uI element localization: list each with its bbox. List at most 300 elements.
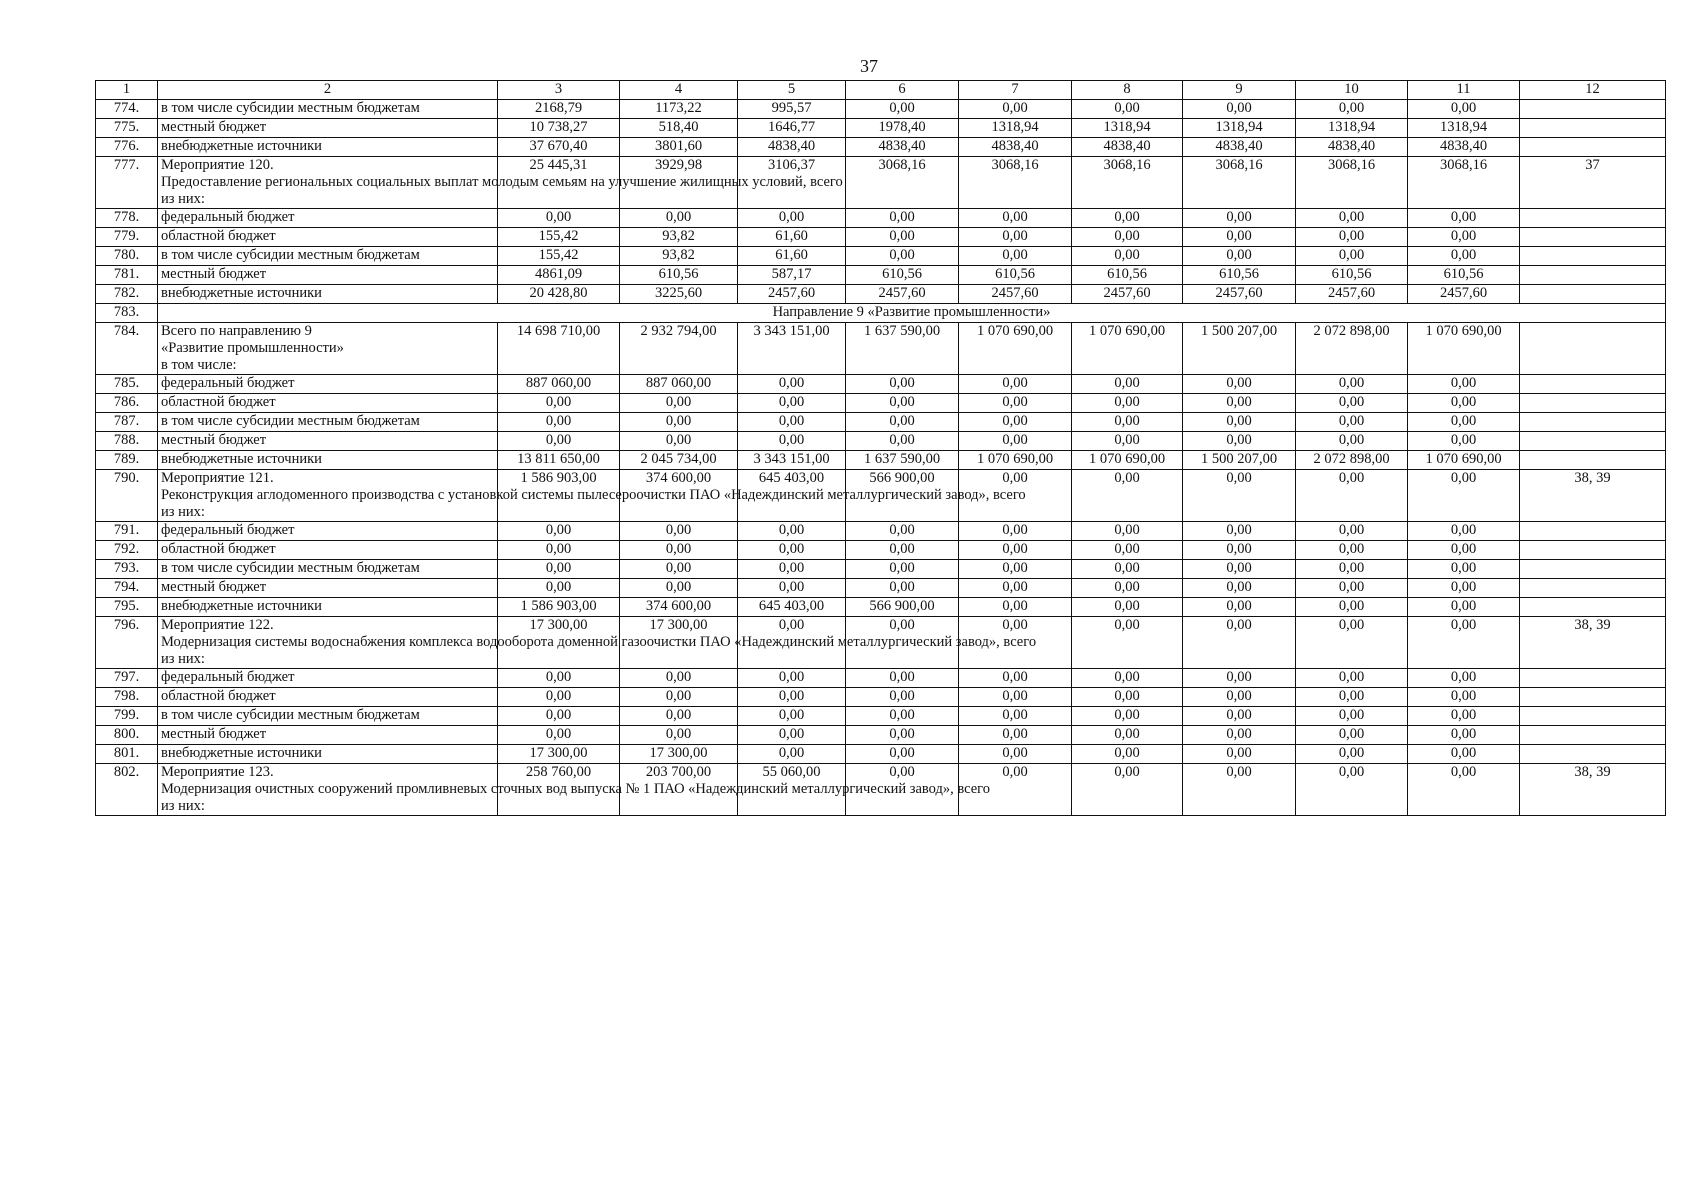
value-cell: 3068,16 bbox=[1072, 157, 1183, 209]
value-cell: 0,00 bbox=[1072, 432, 1183, 451]
indicator-ref-cell bbox=[1520, 266, 1666, 285]
row-label-line: Мероприятие 121. bbox=[161, 470, 274, 486]
table-row bbox=[96, 726, 1666, 745]
value-cell: 3068,16 bbox=[1296, 157, 1408, 209]
value-cell: 2457,60 bbox=[1072, 285, 1183, 304]
value-cell: 0,00 bbox=[959, 726, 1072, 745]
value-cell: 0,00 bbox=[738, 726, 846, 745]
value-cell: 0,00 bbox=[1072, 413, 1183, 432]
column-header: 7 bbox=[959, 81, 1072, 100]
value-cell: 0,00 bbox=[1072, 247, 1183, 266]
value-cell: 887 060,00 bbox=[620, 375, 738, 394]
column-header: 10 bbox=[1296, 81, 1408, 100]
indicator-ref-cell bbox=[1520, 394, 1666, 413]
value-cell: 0,00 bbox=[1296, 100, 1408, 119]
value-cell: 0,00 bbox=[498, 541, 620, 560]
value-cell: 2457,60 bbox=[1183, 285, 1296, 304]
value-cell: 0,00 bbox=[1296, 707, 1408, 726]
row-number: 782. bbox=[96, 285, 158, 304]
value-cell: 0,00 bbox=[1408, 228, 1520, 247]
value-cell: 4838,40 bbox=[846, 138, 959, 157]
row-label-line: в том числе субсидии местным бюджетам bbox=[161, 413, 420, 429]
table-row bbox=[96, 470, 1666, 522]
value-cell: 0,00 bbox=[1183, 209, 1296, 228]
value-cell: 2457,60 bbox=[959, 285, 1072, 304]
value-cell: 887 060,00 bbox=[498, 375, 620, 394]
value-cell: 1 070 690,00 bbox=[1072, 323, 1183, 375]
indicator-ref-cell bbox=[1520, 707, 1666, 726]
value-cell: 0,00 bbox=[738, 394, 846, 413]
value-cell: 0,00 bbox=[1183, 394, 1296, 413]
value-cell: 203 700,00 bbox=[620, 764, 738, 816]
value-cell: 37 670,40 bbox=[498, 138, 620, 157]
row-label-line: в том числе: bbox=[161, 357, 237, 373]
value-cell: 0,00 bbox=[959, 669, 1072, 688]
row-label-line: Модернизация очистных сооружений промливневых сточных вод выпуска № 1 ПАО «Надеждинский металлургический завод», всего bbox=[161, 781, 991, 797]
value-cell: 0,00 bbox=[1183, 726, 1296, 745]
value-cell: 0,00 bbox=[1408, 688, 1520, 707]
row-label-line: федеральный бюджет bbox=[161, 669, 295, 685]
value-cell: 610,56 bbox=[620, 266, 738, 285]
indicator-ref-cell: 38, 39 bbox=[1520, 470, 1666, 522]
value-cell: 0,00 bbox=[1072, 541, 1183, 560]
value-cell: 0,00 bbox=[846, 726, 959, 745]
value-cell: 0,00 bbox=[846, 432, 959, 451]
table-row bbox=[96, 209, 1666, 228]
value-cell: 610,56 bbox=[959, 266, 1072, 285]
value-cell: 518,40 bbox=[620, 119, 738, 138]
value-cell: 0,00 bbox=[1296, 375, 1408, 394]
indicator-ref-cell: 37 bbox=[1520, 157, 1666, 209]
value-cell: 0,00 bbox=[1072, 764, 1183, 816]
row-number: 787. bbox=[96, 413, 158, 432]
value-cell: 0,00 bbox=[959, 432, 1072, 451]
value-cell: 0,00 bbox=[738, 579, 846, 598]
value-cell: 0,00 bbox=[1408, 247, 1520, 266]
row-number: 801. bbox=[96, 745, 158, 764]
row-number: 776. bbox=[96, 138, 158, 157]
value-cell: 0,00 bbox=[959, 209, 1072, 228]
row-number: 783. bbox=[96, 304, 158, 323]
value-cell: 1 586 903,00 bbox=[498, 598, 620, 617]
value-cell: 0,00 bbox=[498, 560, 620, 579]
column-header-row bbox=[96, 81, 1666, 100]
value-cell: 61,60 bbox=[738, 228, 846, 247]
value-cell: 0,00 bbox=[846, 707, 959, 726]
value-cell: 0,00 bbox=[959, 541, 1072, 560]
value-cell: 0,00 bbox=[1408, 617, 1520, 669]
value-cell: 1 500 207,00 bbox=[1183, 323, 1296, 375]
row-label bbox=[158, 579, 498, 598]
row-label-line: в том числе субсидии местным бюджетам bbox=[161, 707, 420, 723]
indicator-ref-cell bbox=[1520, 432, 1666, 451]
table-row bbox=[96, 432, 1666, 451]
column-header: 5 bbox=[738, 81, 846, 100]
value-cell: 0,00 bbox=[1408, 669, 1520, 688]
row-label-line: местный бюджет bbox=[161, 432, 267, 448]
value-cell: 0,00 bbox=[1183, 432, 1296, 451]
value-cell: 0,00 bbox=[1072, 598, 1183, 617]
value-cell: 0,00 bbox=[1408, 560, 1520, 579]
value-cell: 0,00 bbox=[846, 669, 959, 688]
row-label-line: внебюджетные источники bbox=[161, 745, 322, 761]
row-label bbox=[158, 375, 498, 394]
value-cell: 0,00 bbox=[1072, 375, 1183, 394]
row-label bbox=[158, 138, 498, 157]
indicator-ref-cell bbox=[1520, 138, 1666, 157]
row-label bbox=[158, 119, 498, 138]
row-label-line: Модернизация системы водоснабжения комплекса водооборота доменной газоочистки ПАО «Надеждинский металлургический завод», всего bbox=[161, 634, 1037, 650]
row-label bbox=[158, 247, 498, 266]
table-row bbox=[96, 247, 1666, 266]
value-cell: 0,00 bbox=[620, 726, 738, 745]
value-cell: 4838,40 bbox=[959, 138, 1072, 157]
table-row bbox=[96, 707, 1666, 726]
value-cell: 0,00 bbox=[1072, 100, 1183, 119]
row-number: 789. bbox=[96, 451, 158, 470]
value-cell: 0,00 bbox=[959, 560, 1072, 579]
value-cell: 0,00 bbox=[498, 209, 620, 228]
value-cell: 0,00 bbox=[1408, 579, 1520, 598]
table-row bbox=[96, 598, 1666, 617]
value-cell: 3225,60 bbox=[620, 285, 738, 304]
value-cell: 4838,40 bbox=[1183, 138, 1296, 157]
row-label-line: областной бюджет bbox=[161, 228, 276, 244]
value-cell: 0,00 bbox=[738, 209, 846, 228]
value-cell: 0,00 bbox=[1296, 726, 1408, 745]
value-cell: 0,00 bbox=[498, 688, 620, 707]
row-label-line: в том числе субсидии местным бюджетам bbox=[161, 100, 420, 116]
indicator-ref-cell: 38, 39 bbox=[1520, 617, 1666, 669]
value-cell: 0,00 bbox=[1183, 247, 1296, 266]
value-cell: 0,00 bbox=[959, 413, 1072, 432]
value-cell: 0,00 bbox=[738, 522, 846, 541]
table-row bbox=[96, 323, 1666, 375]
value-cell: 0,00 bbox=[1296, 209, 1408, 228]
value-cell: 0,00 bbox=[1408, 209, 1520, 228]
row-label-line: областной бюджет bbox=[161, 541, 276, 557]
value-cell: 0,00 bbox=[1296, 669, 1408, 688]
indicator-ref-cell bbox=[1520, 745, 1666, 764]
row-number: 795. bbox=[96, 598, 158, 617]
row-label-line: из них: bbox=[161, 651, 205, 667]
value-cell: 0,00 bbox=[498, 669, 620, 688]
value-cell: 0,00 bbox=[1183, 470, 1296, 522]
value-cell: 0,00 bbox=[959, 707, 1072, 726]
value-cell: 0,00 bbox=[620, 394, 738, 413]
value-cell: 566 900,00 bbox=[846, 470, 959, 522]
value-cell: 1 637 590,00 bbox=[846, 323, 959, 375]
table-row bbox=[96, 228, 1666, 247]
value-cell: 0,00 bbox=[959, 764, 1072, 816]
row-label-line: местный бюджет bbox=[161, 119, 267, 135]
value-cell: 645 403,00 bbox=[738, 598, 846, 617]
value-cell: 155,42 bbox=[498, 228, 620, 247]
value-cell: 4838,40 bbox=[1408, 138, 1520, 157]
value-cell: 0,00 bbox=[738, 617, 846, 669]
table-row bbox=[96, 541, 1666, 560]
value-cell: 4838,40 bbox=[1296, 138, 1408, 157]
row-label bbox=[158, 228, 498, 247]
value-cell: 1 070 690,00 bbox=[1408, 323, 1520, 375]
table-row bbox=[96, 688, 1666, 707]
row-label-line: федеральный бюджет bbox=[161, 209, 295, 225]
value-cell: 55 060,00 bbox=[738, 764, 846, 816]
row-label-line: в том числе субсидии местным бюджетам bbox=[161, 247, 420, 263]
value-cell: 1 070 690,00 bbox=[959, 323, 1072, 375]
column-header: 2 bbox=[158, 81, 498, 100]
value-cell: 0,00 bbox=[846, 228, 959, 247]
value-cell: 0,00 bbox=[846, 247, 959, 266]
value-cell: 0,00 bbox=[620, 413, 738, 432]
table-row bbox=[96, 138, 1666, 157]
row-number: 791. bbox=[96, 522, 158, 541]
row-label bbox=[158, 432, 498, 451]
value-cell: 1318,94 bbox=[1183, 119, 1296, 138]
value-cell: 155,42 bbox=[498, 247, 620, 266]
value-cell: 0,00 bbox=[1183, 522, 1296, 541]
table-row bbox=[96, 119, 1666, 138]
value-cell: 610,56 bbox=[1072, 266, 1183, 285]
value-cell: 0,00 bbox=[620, 707, 738, 726]
page-number: 37 bbox=[860, 56, 878, 76]
row-label bbox=[158, 209, 498, 228]
value-cell: 1 637 590,00 bbox=[846, 451, 959, 470]
value-cell: 3068,16 bbox=[846, 157, 959, 209]
value-cell: 2457,60 bbox=[1408, 285, 1520, 304]
value-cell: 0,00 bbox=[738, 560, 846, 579]
value-cell: 0,00 bbox=[1072, 669, 1183, 688]
row-label-line: из них: bbox=[161, 798, 205, 814]
value-cell: 0,00 bbox=[1072, 522, 1183, 541]
value-cell: 2 072 898,00 bbox=[1296, 451, 1408, 470]
table-row bbox=[96, 560, 1666, 579]
table-row bbox=[96, 745, 1666, 764]
value-cell: 0,00 bbox=[846, 209, 959, 228]
value-cell: 0,00 bbox=[1408, 470, 1520, 522]
value-cell: 0,00 bbox=[846, 745, 959, 764]
row-label-line: «Развитие промышленности» bbox=[161, 340, 344, 356]
value-cell: 0,00 bbox=[1183, 688, 1296, 707]
indicator-ref-cell bbox=[1520, 209, 1666, 228]
value-cell: 0,00 bbox=[1183, 669, 1296, 688]
indicator-ref-cell bbox=[1520, 579, 1666, 598]
value-cell: 17 300,00 bbox=[498, 617, 620, 669]
value-cell: 0,00 bbox=[1183, 764, 1296, 816]
value-cell: 0,00 bbox=[738, 375, 846, 394]
value-cell: 0,00 bbox=[846, 100, 959, 119]
value-cell: 0,00 bbox=[1072, 560, 1183, 579]
indicator-ref-cell bbox=[1520, 375, 1666, 394]
row-label bbox=[158, 707, 498, 726]
value-cell: 0,00 bbox=[846, 688, 959, 707]
value-cell: 61,60 bbox=[738, 247, 846, 266]
indicator-ref-cell bbox=[1520, 119, 1666, 138]
value-cell: 0,00 bbox=[738, 432, 846, 451]
value-cell: 0,00 bbox=[498, 413, 620, 432]
value-cell: 0,00 bbox=[959, 394, 1072, 413]
row-label-line: местный бюджет bbox=[161, 266, 267, 282]
indicator-ref-cell bbox=[1520, 323, 1666, 375]
value-cell: 0,00 bbox=[1072, 470, 1183, 522]
table-row bbox=[96, 522, 1666, 541]
row-label bbox=[158, 266, 498, 285]
value-cell: 3068,16 bbox=[1183, 157, 1296, 209]
value-cell: 3 343 151,00 bbox=[738, 323, 846, 375]
value-cell: 1318,94 bbox=[1408, 119, 1520, 138]
budget-table bbox=[95, 80, 1666, 816]
row-number: 797. bbox=[96, 669, 158, 688]
value-cell: 610,56 bbox=[1296, 266, 1408, 285]
row-label-line: Реконструкция аглодоменного производства с установкой системы пылесероочистки ПАО «Надеждинский металлургический завод», всего bbox=[161, 487, 1026, 503]
table-row bbox=[96, 285, 1666, 304]
column-header: 4 bbox=[620, 81, 738, 100]
value-cell: 0,00 bbox=[738, 707, 846, 726]
row-number: 774. bbox=[96, 100, 158, 119]
value-cell: 0,00 bbox=[498, 579, 620, 598]
value-cell: 0,00 bbox=[959, 598, 1072, 617]
row-label bbox=[158, 413, 498, 432]
row-label-line: внебюджетные источники bbox=[161, 598, 322, 614]
table-body bbox=[96, 81, 1666, 816]
value-cell: 0,00 bbox=[1296, 541, 1408, 560]
value-cell: 610,56 bbox=[846, 266, 959, 285]
row-label-line: местный бюджет bbox=[161, 579, 267, 595]
value-cell: 0,00 bbox=[959, 688, 1072, 707]
value-cell: 0,00 bbox=[738, 745, 846, 764]
row-label bbox=[158, 745, 498, 764]
row-number: 798. bbox=[96, 688, 158, 707]
value-cell: 0,00 bbox=[1183, 745, 1296, 764]
indicator-ref-cell bbox=[1520, 726, 1666, 745]
value-cell: 3801,60 bbox=[620, 138, 738, 157]
value-cell: 0,00 bbox=[1072, 726, 1183, 745]
column-header: 1 bbox=[96, 81, 158, 100]
value-cell: 0,00 bbox=[1183, 228, 1296, 247]
row-label-line: внебюджетные источники bbox=[161, 451, 322, 467]
row-label bbox=[158, 394, 498, 413]
value-cell: 995,57 bbox=[738, 100, 846, 119]
indicator-ref-cell bbox=[1520, 688, 1666, 707]
value-cell: 610,56 bbox=[1183, 266, 1296, 285]
table-row bbox=[96, 579, 1666, 598]
table-row bbox=[96, 394, 1666, 413]
row-label-line: областной бюджет bbox=[161, 688, 276, 704]
value-cell: 14 698 710,00 bbox=[498, 323, 620, 375]
row-number: 777. bbox=[96, 157, 158, 209]
value-cell: 0,00 bbox=[1183, 541, 1296, 560]
indicator-ref-cell bbox=[1520, 522, 1666, 541]
value-cell: 0,00 bbox=[1296, 617, 1408, 669]
row-number: 796. bbox=[96, 617, 158, 669]
value-cell: 2168,79 bbox=[498, 100, 620, 119]
value-cell: 2 045 734,00 bbox=[620, 451, 738, 470]
value-cell: 645 403,00 bbox=[738, 470, 846, 522]
value-cell: 0,00 bbox=[846, 394, 959, 413]
value-cell: 3929,98 bbox=[620, 157, 738, 209]
row-number: 785. bbox=[96, 375, 158, 394]
value-cell: 2 932 794,00 bbox=[620, 323, 738, 375]
value-cell: 0,00 bbox=[1183, 560, 1296, 579]
row-label bbox=[158, 522, 498, 541]
value-cell: 0,00 bbox=[959, 522, 1072, 541]
value-cell: 93,82 bbox=[620, 247, 738, 266]
row-label-line: Мероприятие 123. bbox=[161, 764, 274, 780]
value-cell: 0,00 bbox=[1072, 579, 1183, 598]
value-cell: 1 070 690,00 bbox=[959, 451, 1072, 470]
value-cell: 0,00 bbox=[1408, 707, 1520, 726]
table-row bbox=[96, 375, 1666, 394]
value-cell: 17 300,00 bbox=[620, 617, 738, 669]
row-label-line: внебюджетные источники bbox=[161, 138, 322, 154]
value-cell: 4861,09 bbox=[498, 266, 620, 285]
value-cell: 610,56 bbox=[1408, 266, 1520, 285]
row-label bbox=[158, 598, 498, 617]
row-label-line: федеральный бюджет bbox=[161, 522, 295, 538]
value-cell: 2 072 898,00 bbox=[1296, 323, 1408, 375]
value-cell: 0,00 bbox=[846, 617, 959, 669]
value-cell: 1318,94 bbox=[959, 119, 1072, 138]
value-cell: 0,00 bbox=[1296, 470, 1408, 522]
value-cell: 1 070 690,00 bbox=[1408, 451, 1520, 470]
value-cell: 0,00 bbox=[1408, 413, 1520, 432]
value-cell: 0,00 bbox=[1296, 247, 1408, 266]
row-number: 800. bbox=[96, 726, 158, 745]
row-label-line: федеральный бюджет bbox=[161, 375, 295, 391]
value-cell: 0,00 bbox=[1183, 375, 1296, 394]
value-cell: 0,00 bbox=[846, 375, 959, 394]
column-header: 11 bbox=[1408, 81, 1520, 100]
indicator-ref-cell bbox=[1520, 541, 1666, 560]
value-cell: 0,00 bbox=[498, 394, 620, 413]
value-cell: 17 300,00 bbox=[498, 745, 620, 764]
value-cell: 4838,40 bbox=[1072, 138, 1183, 157]
row-label bbox=[158, 688, 498, 707]
value-cell: 0,00 bbox=[620, 669, 738, 688]
value-cell: 0,00 bbox=[1072, 745, 1183, 764]
row-label bbox=[158, 100, 498, 119]
value-cell: 0,00 bbox=[738, 413, 846, 432]
direction-heading: Направление 9 «Развитие промышленности» bbox=[158, 304, 1666, 323]
value-cell: 0,00 bbox=[1408, 541, 1520, 560]
row-label-line: областной бюджет bbox=[161, 394, 276, 410]
value-cell: 0,00 bbox=[738, 541, 846, 560]
value-cell: 20 428,80 bbox=[498, 285, 620, 304]
value-cell: 1173,22 bbox=[620, 100, 738, 119]
value-cell: 0,00 bbox=[498, 432, 620, 451]
value-cell: 1318,94 bbox=[1072, 119, 1183, 138]
indicator-ref-cell bbox=[1520, 285, 1666, 304]
value-cell: 0,00 bbox=[1408, 522, 1520, 541]
value-cell: 93,82 bbox=[620, 228, 738, 247]
value-cell: 0,00 bbox=[846, 522, 959, 541]
column-header: 12 bbox=[1520, 81, 1666, 100]
value-cell: 0,00 bbox=[620, 541, 738, 560]
value-cell: 13 811 650,00 bbox=[498, 451, 620, 470]
value-cell: 0,00 bbox=[1296, 560, 1408, 579]
row-label bbox=[158, 560, 498, 579]
value-cell: 1 500 207,00 bbox=[1183, 451, 1296, 470]
row-number: 781. bbox=[96, 266, 158, 285]
value-cell: 0,00 bbox=[1072, 617, 1183, 669]
value-cell: 2457,60 bbox=[1296, 285, 1408, 304]
value-cell: 0,00 bbox=[1183, 579, 1296, 598]
value-cell: 0,00 bbox=[959, 247, 1072, 266]
table-row bbox=[96, 157, 1666, 209]
table-row bbox=[96, 413, 1666, 432]
value-cell: 0,00 bbox=[1072, 209, 1183, 228]
row-label-line: в том числе субсидии местным бюджетам bbox=[161, 560, 420, 576]
